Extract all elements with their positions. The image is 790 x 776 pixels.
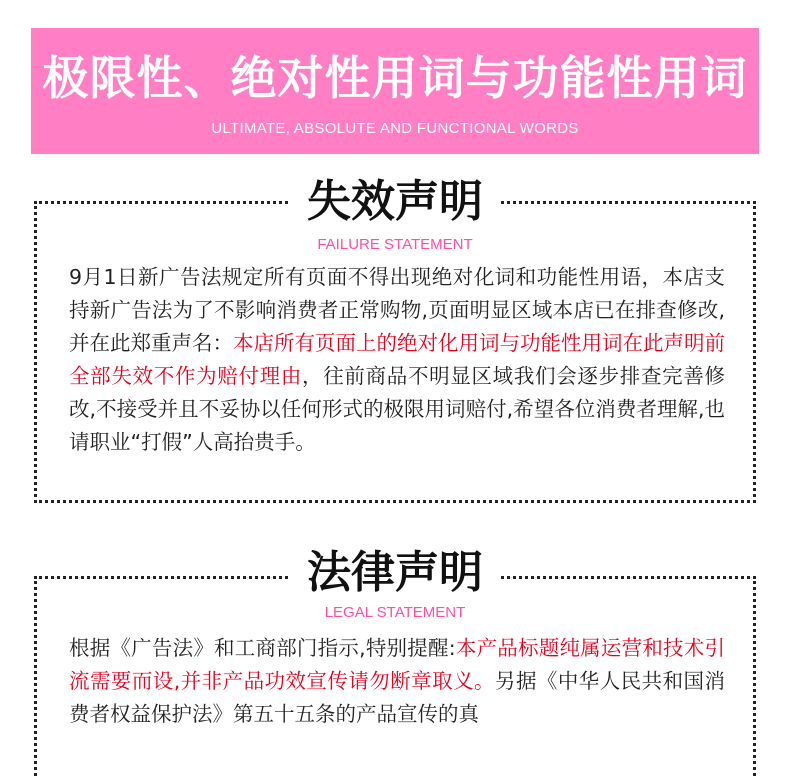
failure-text-part1: 9月1日新广告法规定所有页面不得出现绝对化词和功能性用语，本店支持新广告法为了不影响消费者正常购物,页面明显区域本店已在排查修改,并在此郑重声名： [69, 265, 725, 355]
failure-text-part2: ，往前商品不明显区域我们会逐步排查完善修改,不接受并且不妥协以任何形式的极限用词赔付,希望各位消费者理解,也请职业“打假”人高抬贵手。 [69, 364, 726, 454]
banner-subtitle: ULTIMATE, ABSOLUTE AND FUNCTIONAL WORDS [211, 120, 579, 137]
banner [31, 28, 759, 154]
legal-text-part1: 根据《广告法》和工商部门指示,特别提醒: [69, 636, 456, 660]
failure-paragraph [69, 261, 725, 459]
banner-title: 极限性、绝对性用词与功能性用词 [42, 51, 748, 105]
legal-paragraph [69, 632, 725, 731]
failure-title: 失效声明 [291, 176, 499, 228]
legal-title: 法律声明 [291, 547, 499, 599]
legal-text-highlight: 本产品标题纯属运营和技术引流需要而设,并非产品功效宣传请勿断章取义。 [69, 636, 725, 693]
failure-subtitle: FAILURE STATEMENT [317, 236, 473, 253]
failure-text-highlight: 本店所有页面上的绝对化用词与功能性用词在此声明前全部失效不作为赔付理由 [69, 331, 725, 388]
legal-text-part2: 另据《中华人民共和国消费者权益保护法》第五十五条的产品宣传的真 [69, 669, 726, 726]
legal-subtitle: LEGAL STATEMENT [324, 604, 466, 621]
